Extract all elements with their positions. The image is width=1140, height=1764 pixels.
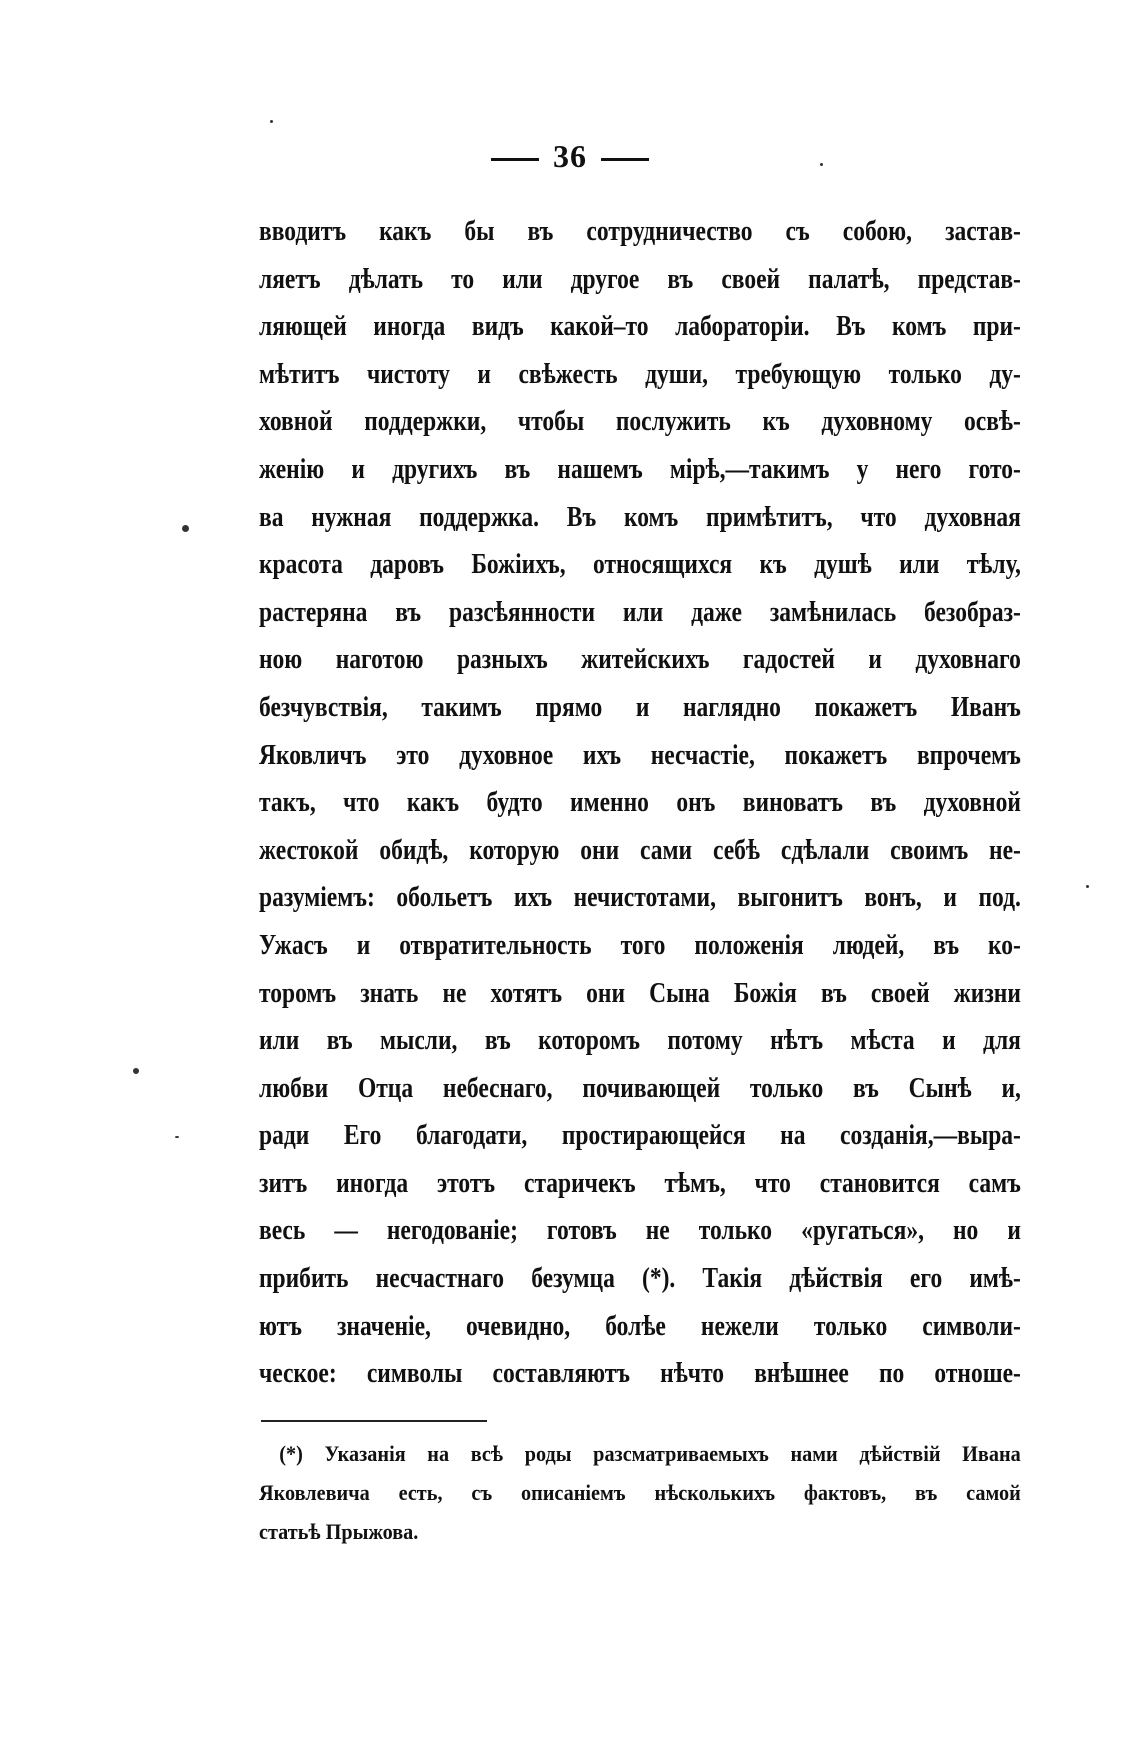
body-text	[259, 208, 1021, 1398]
scan-speck	[270, 120, 273, 123]
page-number-right-dash	[601, 158, 649, 161]
text-line: ческое: символы составляютъ нѣчто внѣшнее по отноше-	[259, 1358, 1021, 1390]
scan-speck	[175, 1136, 179, 1138]
text-line: Ужасъ и отвратительность того положенія людей, въ ко-	[259, 929, 1021, 961]
text-line: такъ, что какъ будто именно онъ виноватъ въ духовной	[259, 787, 1021, 819]
text-line: весь — негодованіе; готовъ не только «ругаться», но и	[259, 1215, 1021, 1247]
text-line: растеряна въ разсѣянности или даже замѣнилась безобраз-	[259, 596, 1021, 628]
text-line: ляетъ дѣлать то или другое въ своей палатѣ, представ-	[259, 263, 1021, 295]
footnote-line: (*) Указанія на всѣ роды разсматриваемыхъ нами дѣйствій Ивана	[279, 1441, 1021, 1466]
text-line: или въ мысли, въ которомъ потому нѣтъ мѣста и для	[259, 1025, 1021, 1057]
footnote	[259, 1434, 1021, 1551]
text-line: разуміемъ: обольетъ ихъ нечистотами, выгонитъ вонъ, и под.	[259, 882, 1021, 914]
text-line: ляющей иногда видъ какой–то лабораторіи. Въ комъ при-	[259, 311, 1021, 343]
text-line: Яковличъ это духовное ихъ несчастіе, покажетъ впрочемъ	[259, 739, 1021, 771]
text-line: безчувствія, такимъ прямо и наглядно покажетъ Иванъ	[259, 691, 1021, 723]
text-line: прибить несчастнаго безумца (*). Такія дѣйствія его имѣ-	[259, 1263, 1021, 1295]
text-line: красота даровъ Божіихъ, относящихся къ душѣ или тѣлу,	[259, 549, 1021, 581]
text-line: ради Его благодати, простирающейся на созданія,—выра-	[259, 1120, 1021, 1152]
scan-speck	[182, 525, 189, 532]
page-number-value: 36	[553, 138, 587, 174]
page-number	[0, 138, 1140, 175]
text-line: женію и другихъ въ нашемъ мірѣ,—такимъ у него гото-	[259, 453, 1021, 485]
footnote-rule	[261, 1420, 487, 1422]
text-line: ютъ значеніе, очевидно, болѣе нежели только символи-	[259, 1310, 1021, 1342]
text-line: ною наготою разныхъ житейскихъ гадостей и духовнаго	[259, 644, 1021, 676]
text-line: вводитъ какъ бы въ сотрудничество съ собою, застав-	[259, 216, 1021, 247]
scan-speck	[133, 1068, 139, 1074]
text-line: ховной поддержки, чтобы послужить къ духовному освѣ-	[259, 406, 1021, 438]
text-line: торомъ знать не хотятъ они Сына Божія въ своей жизни	[259, 977, 1021, 1009]
text-line: зитъ иногда этотъ старичекъ тѣмъ, что становится самъ	[259, 1167, 1021, 1199]
footnote-line: Яковлевича есть, съ описаніемъ нѣсколькихъ фактовъ, въ самой	[259, 1480, 1021, 1505]
scan-speck	[820, 163, 823, 166]
text-line: ва нужная поддержка. Въ комъ примѣтитъ, что духовная	[259, 501, 1021, 533]
text-line: мѣтитъ чистоту и свѣжесть души, требующую только ду-	[259, 358, 1021, 390]
page-number-left-dash	[491, 158, 539, 161]
scan-speck	[1086, 885, 1089, 888]
footnote-line: статьѣ Прыжова.	[259, 1519, 419, 1544]
text-line: жестокой обидѣ, которую они сами себѣ сдѣлали своимъ не-	[259, 834, 1021, 866]
text-line: любви Отца небеснаго, почивающей только въ Сынѣ и,	[259, 1072, 1021, 1104]
